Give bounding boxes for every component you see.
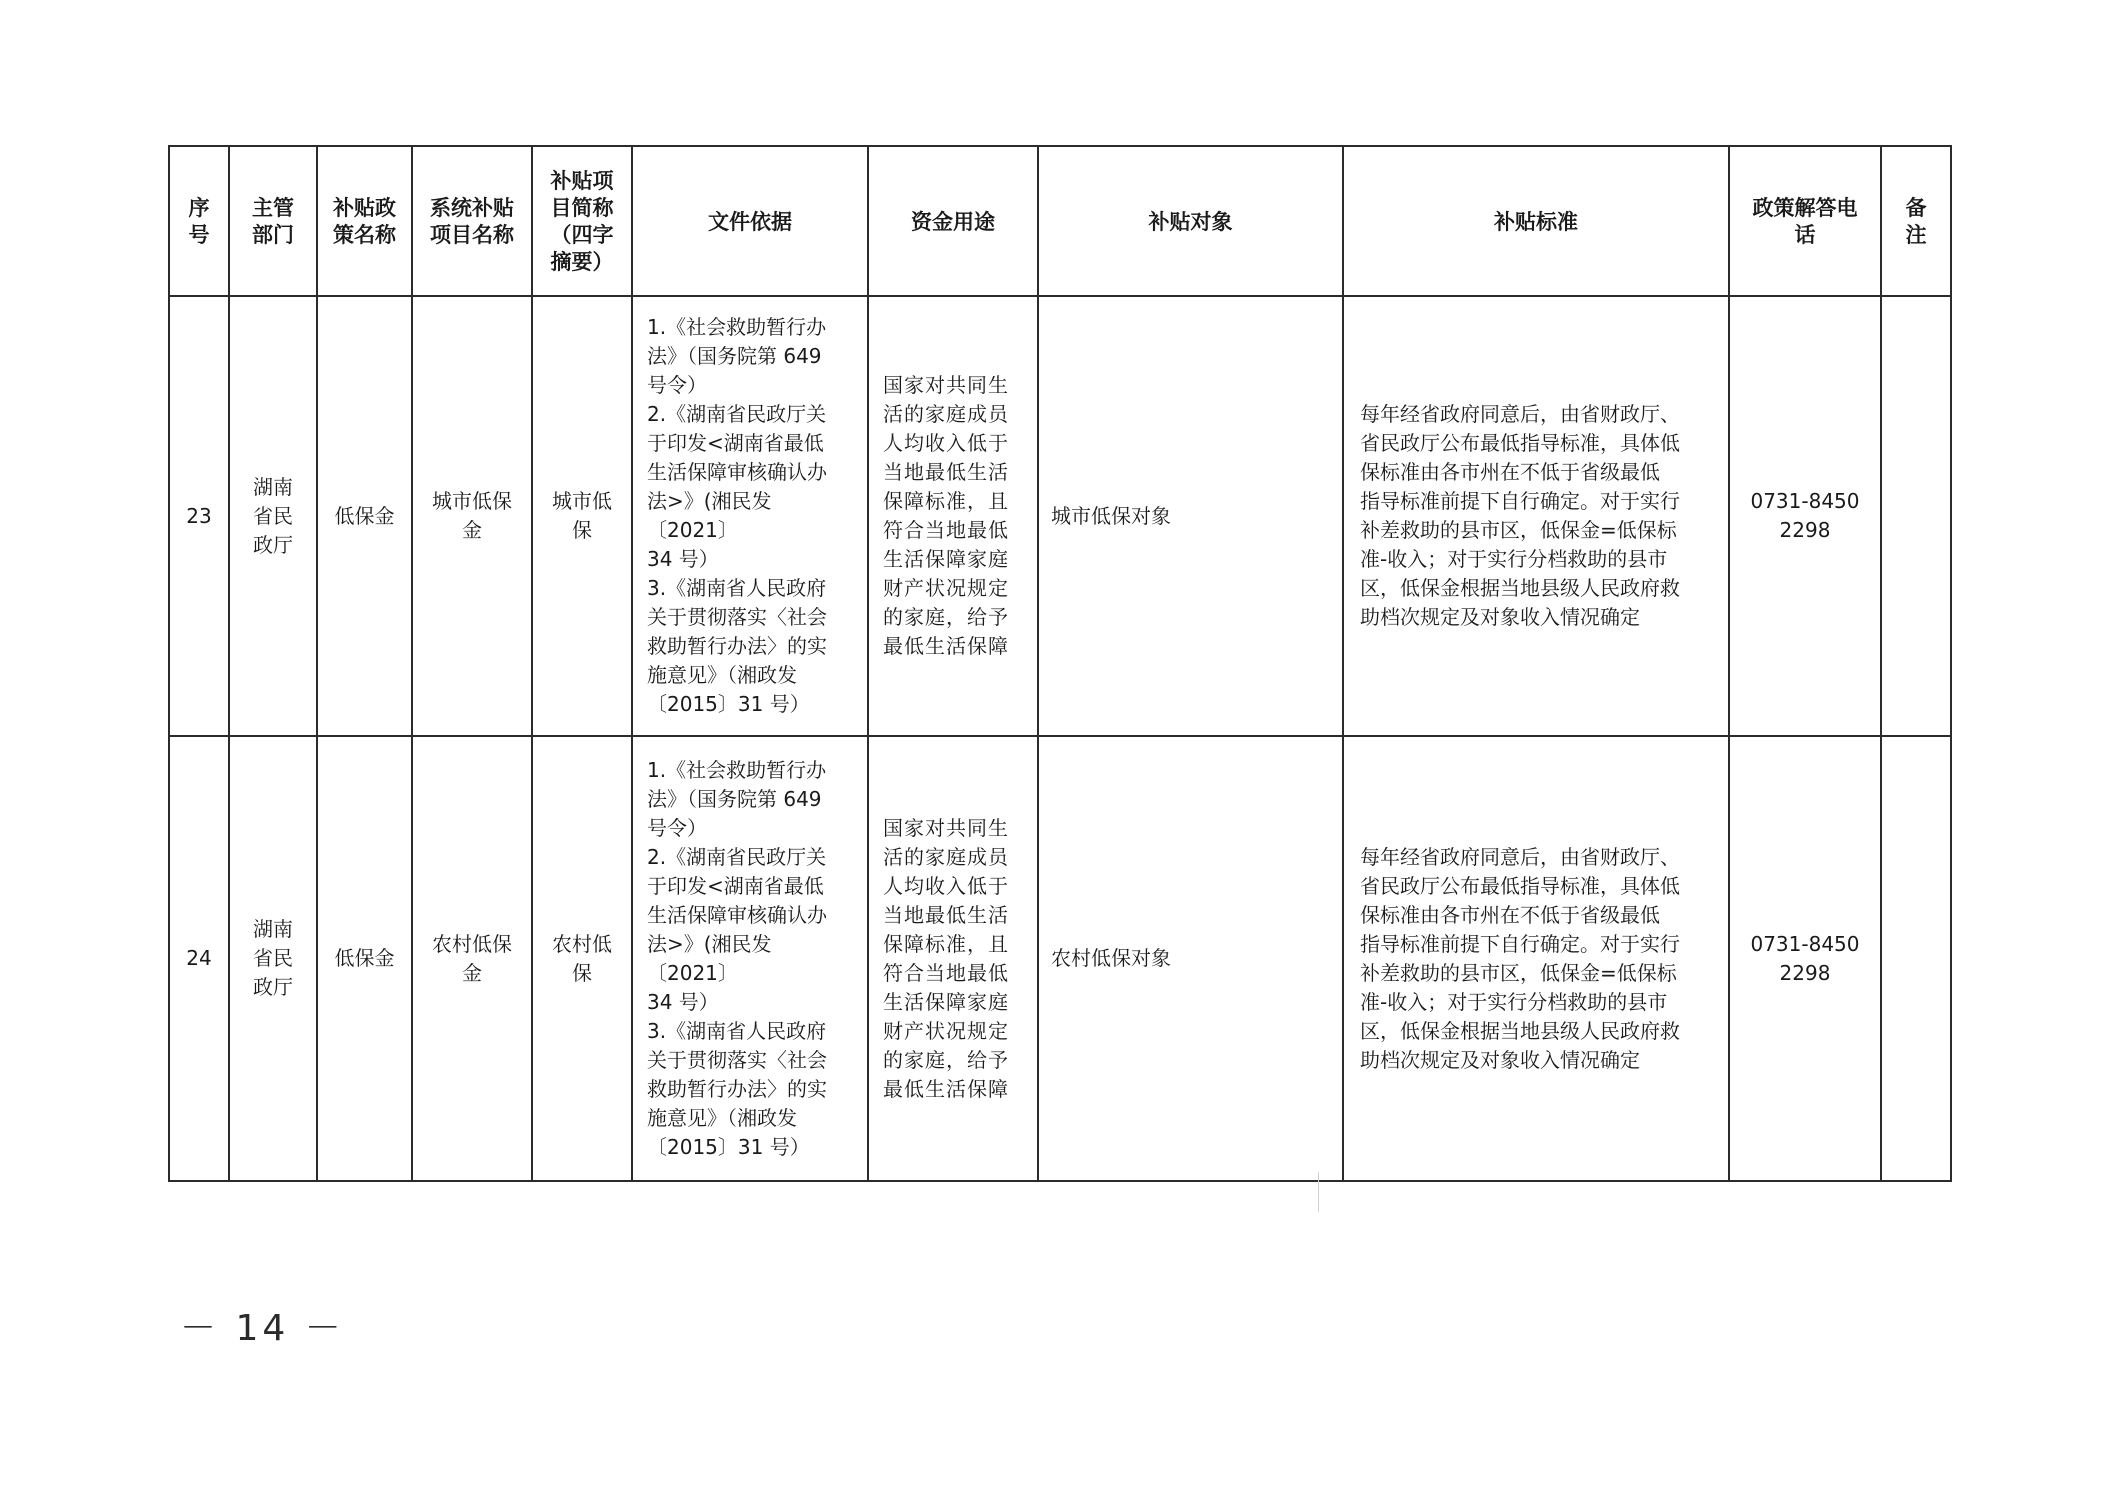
- header-use: 资金用途: [868, 146, 1038, 296]
- cell-dept: 湖南 省民 政厅: [229, 736, 317, 1181]
- header-short: 补贴项 目简称 （四字 摘要）: [532, 146, 632, 296]
- cell-seq: 23: [169, 296, 229, 736]
- cell-seq: 24: [169, 736, 229, 1181]
- scan-artifact-line: [1318, 1172, 1319, 1212]
- cell-short: 城市低 保: [532, 296, 632, 736]
- subsidy-table: [168, 145, 1952, 1182]
- cell-system: 农村低保 金: [412, 736, 532, 1181]
- header-standard: 补贴标准: [1343, 146, 1729, 296]
- cell-remark: [1881, 296, 1951, 736]
- cell-policy: 低保金: [317, 296, 412, 736]
- cell-phone: 0731-8450 2298: [1729, 736, 1881, 1181]
- cell-short: 农村低 保: [532, 736, 632, 1181]
- header-dept: 主管 部门: [229, 146, 317, 296]
- header-target: 补贴对象: [1038, 146, 1343, 296]
- header-remark: 备 注: [1881, 146, 1951, 296]
- cell-dept: 湖南 省民 政厅: [229, 296, 317, 736]
- header-policy: 补贴政 策名称: [317, 146, 412, 296]
- cell-target: 农村低保对象: [1038, 736, 1343, 1181]
- table-row: [169, 296, 1951, 736]
- header-basis: 文件依据: [632, 146, 868, 296]
- header-system: 系统补贴 项目名称: [412, 146, 532, 296]
- cell-basis: 1.《社会救助暂行办 法》（国务院第 649 号令） 2.《湖南省民政厅关 于印发<湖南省最低 生活保障审核确认办 法>》(湘民发〔2021〕 34 号） 3.《湖南省人民政府 关于贯彻落实〈社会 救助暂行办法〉的实 施意见》（湘政发 〔2015〕31 号）: [632, 736, 868, 1181]
- cell-phone: 0731-8450 2298: [1729, 296, 1881, 736]
- cell-use: 国家对共同生 活的家庭成员 人均收入低于 当地最低生活 保障标准，且 符合当地最低 生活保障家庭 财产状况规定 的家庭，给予 最低生活保障: [868, 736, 1038, 1181]
- cell-use: 国家对共同生 活的家庭成员 人均收入低于 当地最低生活 保障标准，且 符合当地最低 生活保障家庭 财产状况规定 的家庭，给予 最低生活保障: [868, 296, 1038, 736]
- cell-policy: 低保金: [317, 736, 412, 1181]
- header-phone: 政策解答电 话: [1729, 146, 1881, 296]
- header-row: [169, 146, 1951, 296]
- cell-system: 城市低保 金: [412, 296, 532, 736]
- header-seq: 序 号: [169, 146, 229, 296]
- cell-remark: [1881, 736, 1951, 1181]
- cell-standard: 每年经省政府同意后，由省财政厅、 省民政厅公布最低指导标准，具体低 保标准由各市州在不低于省级最低 指导标准前提下自行确定。对于实行 补差救助的县市区，低保金=低保标 准-收入；对于实行分档救助的县市 区，低保金根据当地县级人民政府救 助档次规定及对象收入情况确定: [1343, 736, 1729, 1181]
- table-row: [169, 736, 1951, 1181]
- cell-standard: 每年经省政府同意后，由省财政厅、 省民政厅公布最低指导标准，具体低 保标准由各市州在不低于省级最低 指导标准前提下自行确定。对于实行 补差救助的县市区，低保金=低保标 准-收入；对于实行分档救助的县市 区，低保金根据当地县级人民政府救 助档次规定及对象收入情况确定: [1343, 296, 1729, 736]
- cell-basis: 1.《社会救助暂行办 法》（国务院第 649 号令） 2.《湖南省民政厅关 于印发<湖南省最低 生活保障审核确认办 法>》(湘民发〔2021〕 34 号） 3.《湖南省人民政府 关于贯彻落实〈社会 救助暂行办法〉的实 施意见》（湘政发 〔2015〕31 号）: [632, 296, 868, 736]
- cell-target: 城市低保对象: [1038, 296, 1343, 736]
- page-number: － 14 －: [180, 1308, 345, 1349]
